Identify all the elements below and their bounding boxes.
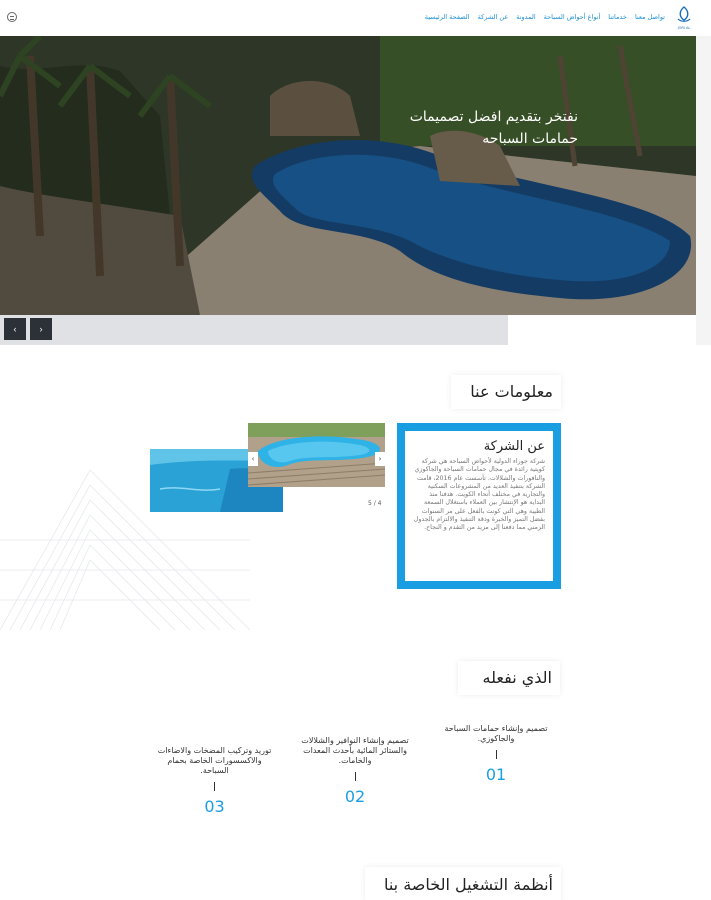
company-logo-icon[interactable] xyxy=(675,5,693,31)
hero-caption-strip xyxy=(0,315,508,345)
step-item xyxy=(295,736,415,806)
hero-next-button[interactable]: › xyxy=(30,318,52,340)
pool-image-front xyxy=(248,423,385,487)
step-number: 02 xyxy=(344,787,366,806)
nav-services[interactable]: خدماتنا xyxy=(608,13,627,21)
company-card-text: شركة جوراء الدولية لأحواض السباحة هي شركة كويتية رائدة في مجال حمامات السباحة والجاكوزي والنافورات والشلالات. تأسست عام 2016، قامت الشركة بتنفيذ العديد من المشروعات السكنية والتجارية في مختلف أنحاء الكويت. هدفنا منذ البداية هو الإنتشار بين العملاء باستغلال السمعة الطيبة وهي التي كونت بالفعل على مر السنوات بفضل التميز والخبرة ودقة التنفيذ والالتزام بالجدول الزمني مما دفعنا إلى مزيد من التقدم و النجاح. xyxy=(413,458,545,532)
nav-about[interactable]: عن الشركة xyxy=(477,13,509,21)
hero-overlay xyxy=(0,36,696,315)
step-text: توريد وتركيب المضخات والاضاءات والاكسسورات الخاصة بحمام السباحة. xyxy=(157,746,272,775)
gallery-next-arrow[interactable]: › xyxy=(375,452,385,466)
step-item xyxy=(436,724,556,784)
company-card-title: عن الشركة xyxy=(483,439,545,454)
step-number: 03 xyxy=(204,797,225,816)
nav-pool-types[interactable]: أنواع أحواض السباحة xyxy=(543,13,601,21)
systems-heading: أنظمة التشغيل الخاصة بنا xyxy=(365,867,561,900)
nav-home[interactable]: الصفحة الرئيسية xyxy=(424,13,470,21)
hero-side-strip xyxy=(696,36,711,345)
step-divider xyxy=(496,750,497,759)
nav-blog[interactable]: المدونة xyxy=(516,13,536,21)
menu-toggle-icon[interactable] xyxy=(7,12,17,22)
what-we-do-heading: الذي نفعله xyxy=(458,661,560,695)
about-heading: معلومات عنا xyxy=(451,375,561,409)
step-text: تصميم وإنشاء حمامات السباحة والجاكوزي. xyxy=(444,724,548,743)
step-text: تصميم وإنشاء النوافير والشلالات والستائر المائية بأحدث المعدات والخامات. xyxy=(301,736,409,765)
step-divider xyxy=(214,782,215,791)
hero-title: نفتخر بتقديم افضل تصميمات حمامات السباحه xyxy=(409,109,578,147)
gallery-counter: 5 / 4 xyxy=(368,500,382,507)
hero-slider xyxy=(0,36,696,315)
nav-contact[interactable]: تواصل معنا xyxy=(634,13,665,21)
main-nav xyxy=(425,13,665,21)
site-header xyxy=(0,0,711,36)
logo-text: JORI AL xyxy=(677,26,691,30)
hero-prev-button[interactable]: ‹ xyxy=(4,318,26,340)
step-divider xyxy=(355,772,356,781)
company-card xyxy=(397,423,561,589)
step-number: 01 xyxy=(485,765,507,784)
gallery-prev-arrow[interactable]: ‹ xyxy=(248,452,258,466)
step-item xyxy=(152,746,277,816)
